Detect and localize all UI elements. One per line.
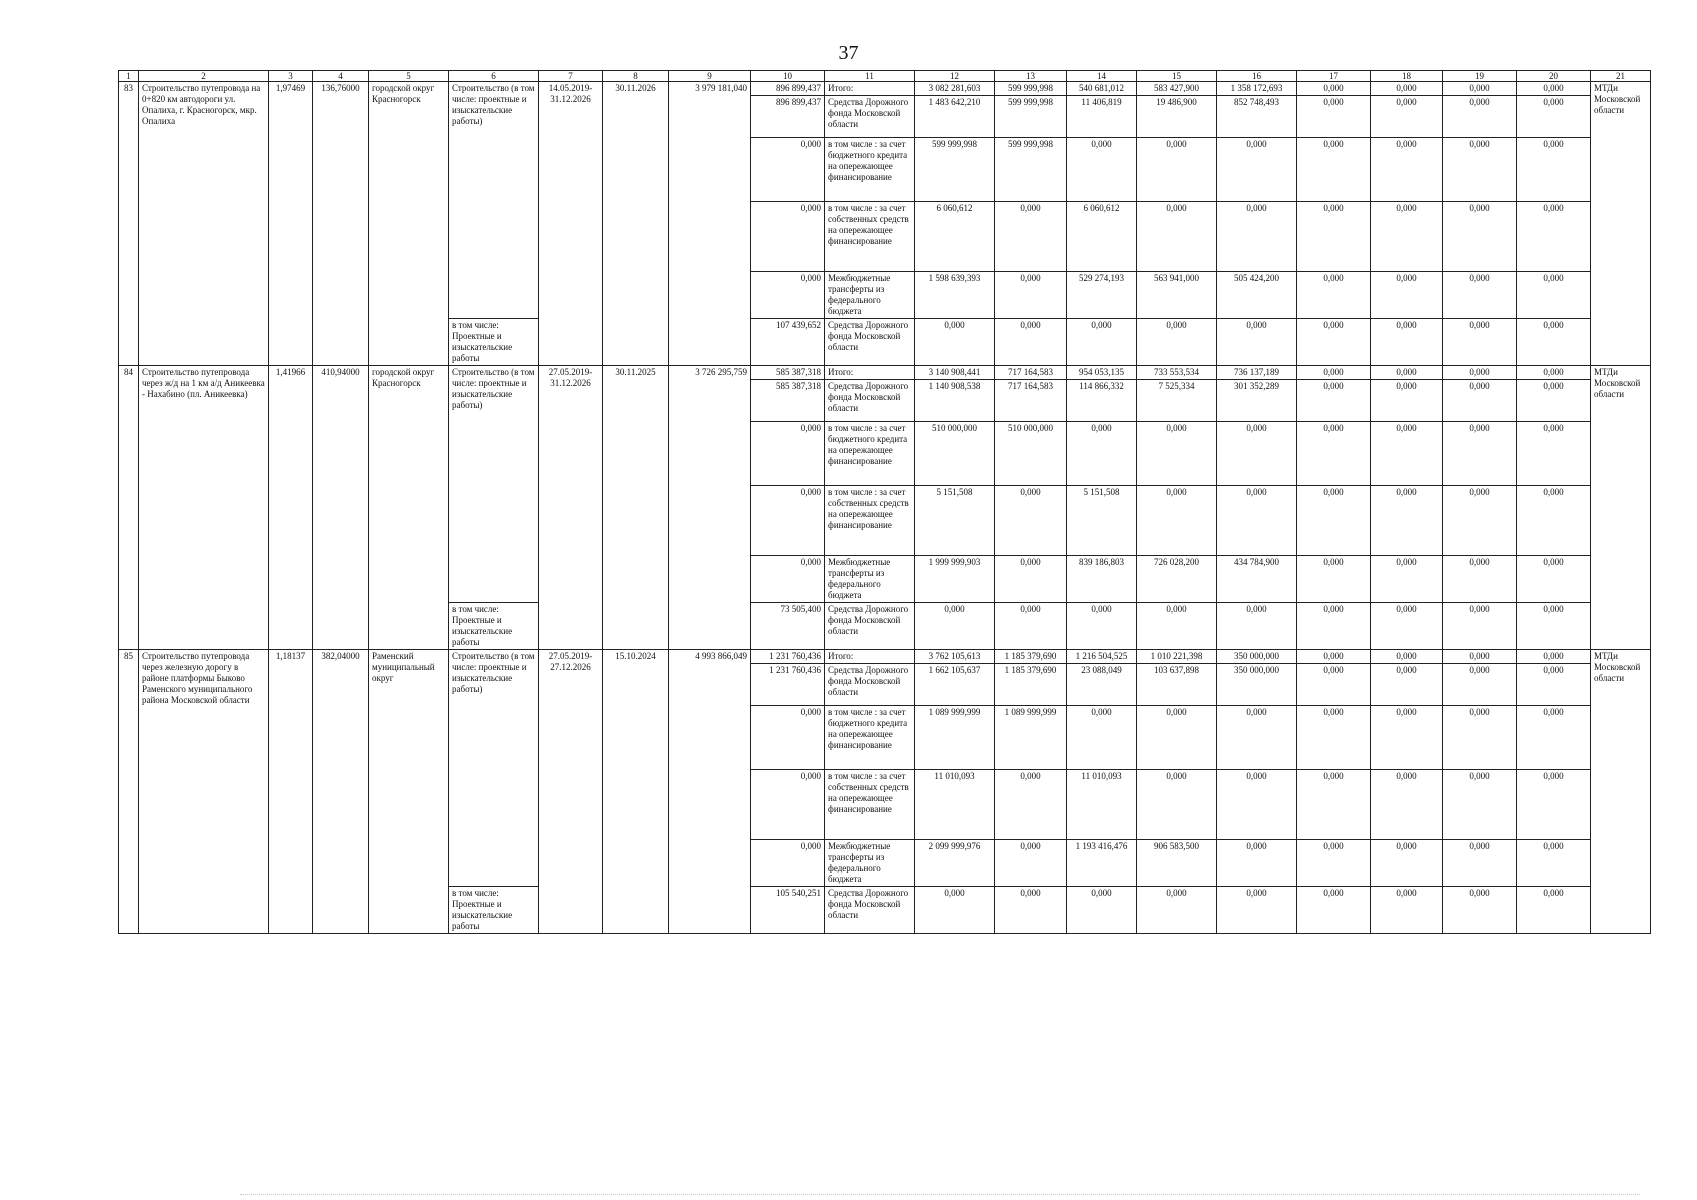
amount-cell: 0,000 bbox=[1443, 82, 1517, 96]
amount-cell: 0,000 bbox=[1517, 486, 1591, 556]
col-number: 4 bbox=[313, 71, 369, 82]
funding-source: в том числе : за счет бюджетного кредита на опережающее финансирование bbox=[825, 706, 915, 770]
funding-source: Средства Дорожного фонда Московской области bbox=[825, 319, 915, 366]
amount-cell: 0,000 bbox=[1443, 706, 1517, 770]
amount-cell: 0,000 bbox=[1443, 770, 1517, 840]
col-number: 7 bbox=[539, 71, 603, 82]
amount-cell: 0,000 bbox=[995, 319, 1067, 366]
amount-cell: 1 999 999,903 bbox=[915, 556, 995, 603]
amount-cell: 3 082 281,603 bbox=[915, 82, 995, 96]
amount-cell: 529 274,193 bbox=[1067, 272, 1137, 319]
amount-cell: 0,000 bbox=[1443, 664, 1517, 706]
amount-cell: 11 010,093 bbox=[915, 770, 995, 840]
financed-amount: 0,000 bbox=[751, 770, 825, 840]
amount-cell: 103 637,898 bbox=[1137, 664, 1217, 706]
register-table bbox=[118, 70, 1651, 934]
funding-source: Итого: bbox=[825, 366, 915, 380]
amount-cell: 1 185 379,690 bbox=[995, 664, 1067, 706]
amount-cell: 0,000 bbox=[1443, 486, 1517, 556]
amount-cell: 0,000 bbox=[1067, 706, 1137, 770]
amount-cell: 0,000 bbox=[1217, 319, 1297, 366]
financed-amount: 107 439,652 bbox=[751, 319, 825, 366]
amount-cell: 6 060,612 bbox=[1067, 202, 1137, 272]
amount-cell: 0,000 bbox=[1297, 319, 1371, 366]
amount-cell: 0,000 bbox=[995, 272, 1067, 319]
page-number: 37 bbox=[838, 42, 859, 64]
amount-cell: 0,000 bbox=[1371, 96, 1443, 138]
col-number: 17 bbox=[1297, 71, 1371, 82]
estimated-cost: 3 726 295,759 bbox=[669, 366, 751, 650]
financed-amount: 0,000 bbox=[751, 706, 825, 770]
funding-source: Средства Дорожного фонда Московской области bbox=[825, 380, 915, 422]
amount-cell: 0,000 bbox=[1217, 138, 1297, 202]
work-type: Строительство (в том числе: проектные и изыскательские работы) bbox=[449, 82, 539, 319]
amount-cell: 0,000 bbox=[1297, 706, 1371, 770]
amount-cell: 0,000 bbox=[1137, 706, 1217, 770]
col-number: 8 bbox=[603, 71, 669, 82]
work-type: Строительство (в том числе: проектные и изыскательские работы) bbox=[449, 366, 539, 603]
work-period: 14.05.2019-31.12.2026 bbox=[539, 82, 603, 366]
amount-cell: 0,000 bbox=[995, 486, 1067, 556]
amount-cell: 839 186,803 bbox=[1067, 556, 1137, 603]
financed-amount: 585 387,318 bbox=[751, 366, 825, 380]
col-number: 15 bbox=[1137, 71, 1217, 82]
financed-amount: 1 231 760,436 bbox=[751, 650, 825, 664]
amount-cell: 0,000 bbox=[915, 603, 995, 650]
amount-cell: 852 748,493 bbox=[1217, 96, 1297, 138]
financed-amount: 0,000 bbox=[751, 840, 825, 887]
funding-source: Межбюджетные трансферты из федерального бюджета bbox=[825, 840, 915, 887]
amount-cell: 0,000 bbox=[1217, 486, 1297, 556]
funding-source: Средства Дорожного фонда Московской области bbox=[825, 96, 915, 138]
amount-cell: 0,000 bbox=[1443, 96, 1517, 138]
amount-cell: 599 999,998 bbox=[995, 82, 1067, 96]
amount-cell: 0,000 bbox=[1517, 650, 1591, 664]
financed-amount: 0,000 bbox=[751, 272, 825, 319]
financed-amount: 585 387,318 bbox=[751, 380, 825, 422]
amount-cell: 0,000 bbox=[1517, 556, 1591, 603]
funding-source: Межбюджетные трансферты из федерального бюджета bbox=[825, 556, 915, 603]
amount-cell: 583 427,900 bbox=[1137, 82, 1217, 96]
col-number: 14 bbox=[1067, 71, 1137, 82]
amount-cell: 0,000 bbox=[1297, 82, 1371, 96]
municipality: городской округ Красногорск bbox=[369, 82, 449, 366]
amount-cell: 0,000 bbox=[995, 556, 1067, 603]
amount-cell: 599 999,998 bbox=[915, 138, 995, 202]
financed-amount: 73 505,400 bbox=[751, 603, 825, 650]
amount-cell: 1 483 642,210 bbox=[915, 96, 995, 138]
funding-source: в том числе : за счет бюджетного кредита на опережающее финансирование bbox=[825, 138, 915, 202]
col-number: 13 bbox=[995, 71, 1067, 82]
amount-cell: 0,000 bbox=[1371, 202, 1443, 272]
amount-cell: 599 999,998 bbox=[995, 138, 1067, 202]
amount-cell: 1 193 416,476 bbox=[1067, 840, 1137, 887]
municipality: Раменский муниципальный округ bbox=[369, 650, 449, 934]
amount-cell: 0,000 bbox=[1371, 82, 1443, 96]
funding-source: Итого: bbox=[825, 82, 915, 96]
amount-cell: 0,000 bbox=[1217, 887, 1297, 934]
amount-cell: 0,000 bbox=[1137, 319, 1217, 366]
amount-cell: 6 060,612 bbox=[915, 202, 995, 272]
amount-cell: 434 784,900 bbox=[1217, 556, 1297, 603]
amount-cell: 510 000,000 bbox=[915, 422, 995, 486]
financed-amount: 105 540,251 bbox=[751, 887, 825, 934]
amount-cell: 0,000 bbox=[1517, 422, 1591, 486]
amount-cell: 563 941,000 bbox=[1137, 272, 1217, 319]
amount-cell: 0,000 bbox=[1443, 556, 1517, 603]
table-row bbox=[119, 366, 1651, 380]
work-type-sub: в том числе: Проектные и изыскательские работы bbox=[449, 319, 539, 366]
column-number-row bbox=[119, 71, 1651, 82]
object-number: 84 bbox=[119, 366, 139, 650]
object-name: Строительство путепровода на 0+820 км автодороги ул. Опалиха, г. Красногорск, мкр. Опалиха bbox=[139, 82, 269, 366]
amount-cell: 0,000 bbox=[1371, 887, 1443, 934]
amount-cell: 0,000 bbox=[995, 887, 1067, 934]
amount-cell: 23 088,049 bbox=[1067, 664, 1137, 706]
customer: МТДи Московской области bbox=[1591, 650, 1651, 934]
amount-cell: 510 000,000 bbox=[995, 422, 1067, 486]
col-number: 20 bbox=[1517, 71, 1591, 82]
amount-cell: 0,000 bbox=[1517, 840, 1591, 887]
financed-amount: 0,000 bbox=[751, 556, 825, 603]
completion-date: 15.10.2024 bbox=[603, 650, 669, 934]
amount-cell: 0,000 bbox=[1371, 486, 1443, 556]
amount-cell: 0,000 bbox=[1443, 138, 1517, 202]
amount-cell: 0,000 bbox=[995, 770, 1067, 840]
amount-cell: 0,000 bbox=[1517, 380, 1591, 422]
amount-cell: 0,000 bbox=[1371, 380, 1443, 422]
amount-cell: 0,000 bbox=[1443, 887, 1517, 934]
amount-cell: 736 137,189 bbox=[1217, 366, 1297, 380]
object-c4: 382,04000 bbox=[313, 650, 369, 934]
amount-cell: 0,000 bbox=[1443, 202, 1517, 272]
amount-cell: 0,000 bbox=[995, 202, 1067, 272]
funding-source: Средства Дорожного фонда Московской области bbox=[825, 603, 915, 650]
amount-cell: 717 164,583 bbox=[995, 366, 1067, 380]
amount-cell: 0,000 bbox=[1217, 603, 1297, 650]
col-number: 10 bbox=[751, 71, 825, 82]
col-number: 21 bbox=[1591, 71, 1651, 82]
col-number: 1 bbox=[119, 71, 139, 82]
amount-cell: 3 762 105,613 bbox=[915, 650, 995, 664]
amount-cell: 0,000 bbox=[1371, 138, 1443, 202]
work-period: 27.05.2019-31.12.2026 bbox=[539, 366, 603, 650]
work-type-sub: в том числе: Проектные и изыскательские работы bbox=[449, 603, 539, 650]
amount-cell: 0,000 bbox=[1371, 664, 1443, 706]
funding-source: в том числе : за счет собственных средств на опережающее финансирование bbox=[825, 202, 915, 272]
funding-source: Средства Дорожного фонда Московской области bbox=[825, 887, 915, 934]
col-number: 16 bbox=[1217, 71, 1297, 82]
amount-cell: 0,000 bbox=[1517, 82, 1591, 96]
amount-cell: 0,000 bbox=[1517, 603, 1591, 650]
object-c3: 1,97469 bbox=[269, 82, 313, 366]
amount-cell: 1 598 639,393 bbox=[915, 272, 995, 319]
funding-source: Итого: bbox=[825, 650, 915, 664]
amount-cell: 0,000 bbox=[1297, 380, 1371, 422]
object-number: 85 bbox=[119, 650, 139, 934]
amount-cell: 0,000 bbox=[1371, 650, 1443, 664]
financed-amount: 896 899,437 bbox=[751, 96, 825, 138]
amount-cell: 0,000 bbox=[1517, 138, 1591, 202]
amount-cell: 0,000 bbox=[1137, 202, 1217, 272]
amount-cell: 0,000 bbox=[1217, 202, 1297, 272]
table-row bbox=[119, 650, 1651, 664]
col-number: 12 bbox=[915, 71, 995, 82]
completion-date: 30.11.2026 bbox=[603, 82, 669, 366]
funding-source: в том числе : за счет собственных средств на опережающее финансирование bbox=[825, 770, 915, 840]
financed-amount: 1 231 760,436 bbox=[751, 664, 825, 706]
amount-cell: 0,000 bbox=[1517, 770, 1591, 840]
col-number: 3 bbox=[269, 71, 313, 82]
amount-cell: 350 000,000 bbox=[1217, 664, 1297, 706]
amount-cell: 0,000 bbox=[1443, 422, 1517, 486]
financed-amount: 0,000 bbox=[751, 486, 825, 556]
amount-cell: 0,000 bbox=[1371, 556, 1443, 603]
financed-amount: 0,000 bbox=[751, 202, 825, 272]
municipality: городской округ Красногорск bbox=[369, 366, 449, 650]
amount-cell: 0,000 bbox=[1517, 706, 1591, 770]
amount-cell: 114 866,332 bbox=[1067, 380, 1137, 422]
amount-cell: 0,000 bbox=[1297, 664, 1371, 706]
amount-cell: 0,000 bbox=[1517, 96, 1591, 138]
amount-cell: 0,000 bbox=[1443, 366, 1517, 380]
amount-cell: 0,000 bbox=[1067, 887, 1137, 934]
amount-cell: 0,000 bbox=[1137, 138, 1217, 202]
amount-cell: 0,000 bbox=[1443, 380, 1517, 422]
amount-cell: 0,000 bbox=[1067, 138, 1137, 202]
amount-cell: 0,000 bbox=[1443, 272, 1517, 319]
amount-cell: 1 358 172,693 bbox=[1217, 82, 1297, 96]
amount-cell: 717 164,583 bbox=[995, 380, 1067, 422]
customer: МТДи Московской области bbox=[1591, 366, 1651, 650]
amount-cell: 0,000 bbox=[1517, 664, 1591, 706]
object-name: Строительство путепровода через ж/д на 1 км а/д Аникеевка - Нахабино (пл. Аникеевка) bbox=[139, 366, 269, 650]
amount-cell: 0,000 bbox=[1297, 486, 1371, 556]
amount-cell: 0,000 bbox=[1217, 770, 1297, 840]
amount-cell: 19 486,900 bbox=[1137, 96, 1217, 138]
amount-cell: 954 053,135 bbox=[1067, 366, 1137, 380]
amount-cell: 0,000 bbox=[1297, 202, 1371, 272]
amount-cell: 11 406,819 bbox=[1067, 96, 1137, 138]
amount-cell: 2 099 999,976 bbox=[915, 840, 995, 887]
funding-source: в том числе : за счет собственных средств на опережающее финансирование bbox=[825, 486, 915, 556]
amount-cell: 0,000 bbox=[1297, 603, 1371, 650]
amount-cell: 0,000 bbox=[1517, 887, 1591, 934]
financed-amount: 0,000 bbox=[751, 138, 825, 202]
completion-date: 30.11.2025 bbox=[603, 366, 669, 650]
amount-cell: 0,000 bbox=[1443, 603, 1517, 650]
amount-cell: 1 216 504,525 bbox=[1067, 650, 1137, 664]
amount-cell: 0,000 bbox=[1443, 319, 1517, 366]
amount-cell: 505 424,200 bbox=[1217, 272, 1297, 319]
amount-cell: 0,000 bbox=[995, 603, 1067, 650]
amount-cell: 599 999,998 bbox=[995, 96, 1067, 138]
customer: МТДи Московской области bbox=[1591, 82, 1651, 366]
amount-cell: 906 583,500 bbox=[1137, 840, 1217, 887]
amount-cell: 0,000 bbox=[1297, 366, 1371, 380]
amount-cell: 726 028,200 bbox=[1137, 556, 1217, 603]
amount-cell: 0,000 bbox=[1067, 319, 1137, 366]
amount-cell: 0,000 bbox=[1517, 202, 1591, 272]
col-number: 5 bbox=[369, 71, 449, 82]
amount-cell: 1 185 379,690 bbox=[995, 650, 1067, 664]
amount-cell: 0,000 bbox=[995, 840, 1067, 887]
amount-cell: 0,000 bbox=[1217, 422, 1297, 486]
amount-cell: 0,000 bbox=[1443, 840, 1517, 887]
amount-cell: 3 140 908,441 bbox=[915, 366, 995, 380]
col-number: 11 bbox=[825, 71, 915, 82]
scan-noise-line bbox=[240, 1194, 1640, 1196]
amount-cell: 0,000 bbox=[1297, 422, 1371, 486]
object-c4: 136,76000 bbox=[313, 82, 369, 366]
amount-cell: 0,000 bbox=[1217, 840, 1297, 887]
amount-cell: 0,000 bbox=[1371, 603, 1443, 650]
estimated-cost: 4 993 866,049 bbox=[669, 650, 751, 934]
amount-cell: 0,000 bbox=[1371, 706, 1443, 770]
amount-cell: 0,000 bbox=[1297, 96, 1371, 138]
amount-cell: 0,000 bbox=[1297, 650, 1371, 664]
amount-cell: 0,000 bbox=[1371, 319, 1443, 366]
amount-cell: 0,000 bbox=[1371, 770, 1443, 840]
col-number: 18 bbox=[1371, 71, 1443, 82]
amount-cell: 0,000 bbox=[1067, 422, 1137, 486]
amount-cell: 540 681,012 bbox=[1067, 82, 1137, 96]
amount-cell: 350 000,000 bbox=[1217, 650, 1297, 664]
object-c4: 410,94000 bbox=[313, 366, 369, 650]
funding-source: в том числе : за счет бюджетного кредита на опережающее финансирование bbox=[825, 422, 915, 486]
col-number: 6 bbox=[449, 71, 539, 82]
amount-cell: 7 525,334 bbox=[1137, 380, 1217, 422]
col-number: 2 bbox=[139, 71, 269, 82]
work-type: Строительство (в том числе: проектные и изыскательские работы) bbox=[449, 650, 539, 887]
col-number: 9 bbox=[669, 71, 751, 82]
amount-cell: 0,000 bbox=[1217, 706, 1297, 770]
amount-cell: 1 010 221,398 bbox=[1137, 650, 1217, 664]
col-number: 19 bbox=[1443, 71, 1517, 82]
table-row bbox=[119, 82, 1651, 96]
amount-cell: 0,000 bbox=[1067, 603, 1137, 650]
financed-amount: 0,000 bbox=[751, 422, 825, 486]
amount-cell: 11 010,093 bbox=[1067, 770, 1137, 840]
object-name: Строительство путепровода через железную дорогу в районе платформы Быково Раменского муниципального района Московской области bbox=[139, 650, 269, 934]
amount-cell: 301 352,289 bbox=[1217, 380, 1297, 422]
amount-cell: 0,000 bbox=[1371, 422, 1443, 486]
amount-cell: 0,000 bbox=[1371, 272, 1443, 319]
object-c3: 1,18137 bbox=[269, 650, 313, 934]
amount-cell: 0,000 bbox=[1137, 887, 1217, 934]
funding-source: Средства Дорожного фонда Московской области bbox=[825, 664, 915, 706]
amount-cell: 5 151,508 bbox=[1067, 486, 1137, 556]
amount-cell: 0,000 bbox=[1137, 422, 1217, 486]
amount-cell: 0,000 bbox=[915, 887, 995, 934]
amount-cell: 0,000 bbox=[915, 319, 995, 366]
amount-cell: 1 662 105,637 bbox=[915, 664, 995, 706]
amount-cell: 0,000 bbox=[1517, 366, 1591, 380]
amount-cell: 0,000 bbox=[1443, 650, 1517, 664]
financed-amount: 896 899,437 bbox=[751, 82, 825, 96]
amount-cell: 0,000 bbox=[1517, 319, 1591, 366]
amount-cell: 733 553,534 bbox=[1137, 366, 1217, 380]
estimated-cost: 3 979 181,040 bbox=[669, 82, 751, 366]
amount-cell: 0,000 bbox=[1517, 272, 1591, 319]
funding-source: Межбюджетные трансферты из федерального бюджета bbox=[825, 272, 915, 319]
amount-cell: 0,000 bbox=[1297, 138, 1371, 202]
work-period: 27.05.2019-27.12.2026 bbox=[539, 650, 603, 934]
amount-cell: 0,000 bbox=[1297, 770, 1371, 840]
register-body bbox=[119, 71, 1651, 934]
amount-cell: 0,000 bbox=[1297, 840, 1371, 887]
amount-cell: 0,000 bbox=[1371, 840, 1443, 887]
object-number: 83 bbox=[119, 82, 139, 366]
amount-cell: 0,000 bbox=[1297, 272, 1371, 319]
amount-cell: 0,000 bbox=[1137, 486, 1217, 556]
amount-cell: 1 140 908,538 bbox=[915, 380, 995, 422]
amount-cell: 0,000 bbox=[1297, 887, 1371, 934]
object-c3: 1,41966 bbox=[269, 366, 313, 650]
amount-cell: 5 151,508 bbox=[915, 486, 995, 556]
amount-cell: 1 089 999,999 bbox=[915, 706, 995, 770]
amount-cell: 1 089 999,999 bbox=[995, 706, 1067, 770]
amount-cell: 0,000 bbox=[1137, 770, 1217, 840]
amount-cell: 0,000 bbox=[1297, 556, 1371, 603]
amount-cell: 0,000 bbox=[1137, 603, 1217, 650]
work-type-sub: в том числе: Проектные и изыскательские работы bbox=[449, 887, 539, 934]
amount-cell: 0,000 bbox=[1371, 366, 1443, 380]
